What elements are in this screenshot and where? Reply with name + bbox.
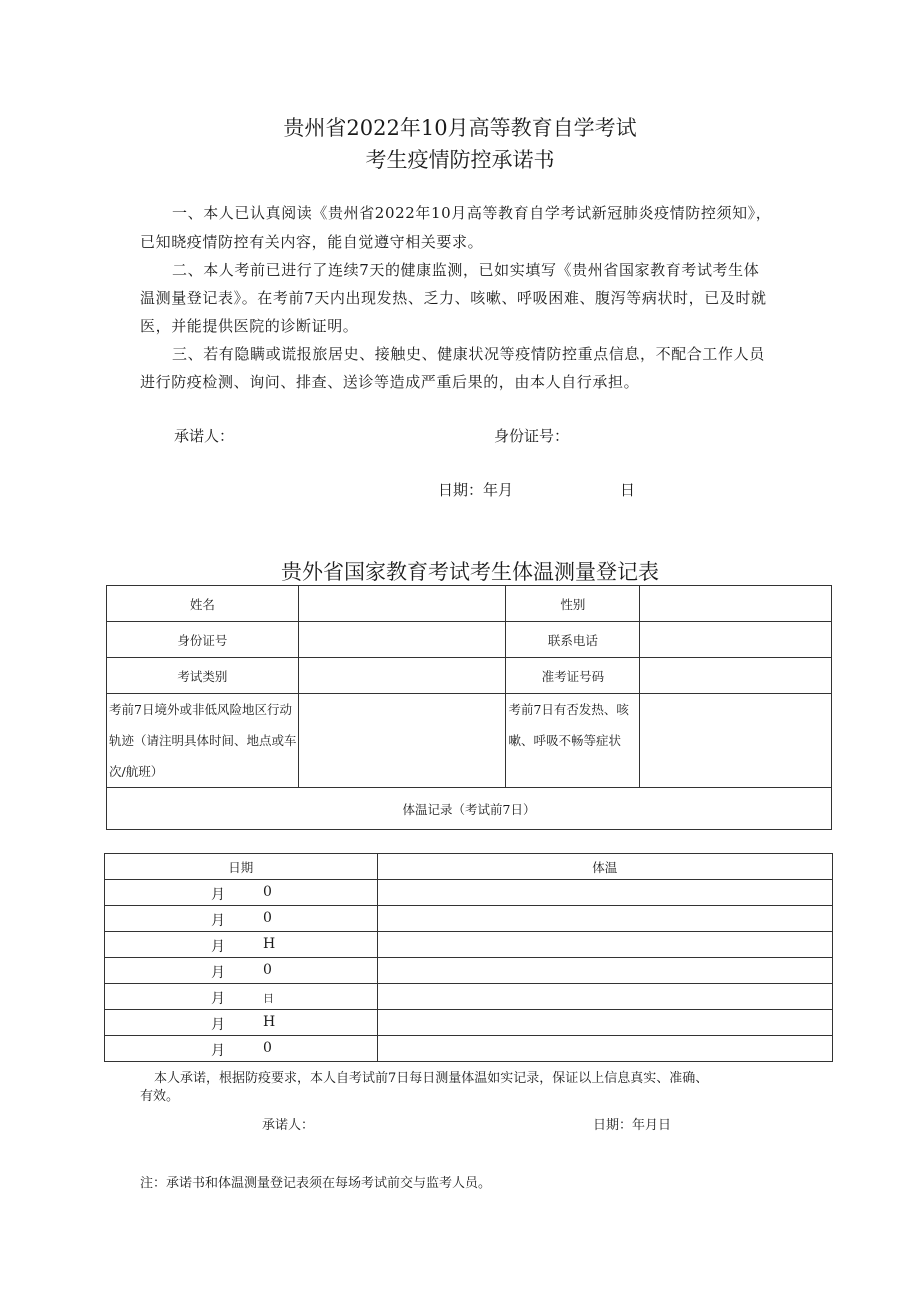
paragraph-2-line1: 二、本人考前已进行了连续7天的健康监测，已如实填写《贵州省国家教育考试考生体 — [172, 261, 760, 279]
travel-history-label: 考前7日境外或非低风险地区行动轨迹（请注明具体时间、地点或车次/航班） — [107, 694, 299, 788]
symptoms-field[interactable] — [640, 694, 832, 788]
id-number-row-label: 身份证号 — [107, 622, 299, 658]
footnote: 注：承诺书和体温测量登记表须在每场考试前交与监考人员。 — [140, 1176, 492, 1191]
phone-field[interactable] — [640, 622, 832, 658]
day-text: 0 — [263, 884, 272, 900]
temperature-table — [104, 853, 833, 1062]
date-cell — [105, 984, 378, 1010]
temperature-cell[interactable] — [377, 984, 832, 1010]
day-text: H — [263, 1014, 276, 1030]
phone-label: 联系电话 — [506, 622, 640, 658]
paragraph-1-line1: 一、本人已认真阅读《贵州省2022年10月高等教育自学考试新冠肺炎疫情防控须知》， — [172, 204, 772, 222]
temperature-cell[interactable] — [377, 906, 832, 932]
table-row — [105, 1036, 833, 1062]
temperature-cell[interactable] — [377, 880, 832, 906]
month-text: 月 — [211, 991, 225, 1007]
table-row — [105, 958, 833, 984]
temp-record-heading: 体温记录（考试前7日） — [107, 788, 832, 830]
temperature-cell[interactable] — [377, 1036, 832, 1062]
admission-number-label: 准考证号码 — [506, 658, 640, 694]
id-number-label: 身份证号： — [494, 427, 570, 445]
month-text: 月 — [211, 965, 225, 981]
day-text: 0 — [263, 962, 272, 978]
doc-title-line2: 考生疫情防控承诺书 — [365, 148, 555, 172]
date-column-header: 日期 — [105, 854, 378, 880]
name-label: 姓名 — [107, 586, 299, 622]
info-table — [106, 585, 832, 830]
paragraph-1-line2: 已知晓疫情防控有关内容，能自觉遵守相关要求。 — [140, 233, 484, 251]
day-text: 日 — [263, 992, 274, 1005]
date-cell — [105, 906, 378, 932]
day-text: H — [263, 936, 276, 952]
day-label: 日 — [620, 481, 636, 499]
paragraph-2-line3: 医，并能提供医院的诊断证明。 — [140, 317, 359, 335]
gender-field[interactable] — [640, 586, 832, 622]
temperature-cell[interactable] — [377, 932, 832, 958]
table-row — [105, 880, 833, 906]
date-cell — [105, 1010, 378, 1036]
name-field[interactable] — [298, 586, 506, 622]
exam-type-label: 考试类别 — [107, 658, 299, 694]
date-cell — [105, 1036, 378, 1062]
symptoms-label: 考前7日有否发热、咳嗽、呼吸不畅等症状 — [506, 694, 640, 788]
commitment-line1: 本人承诺，根据防疫要求，本人自考试前7日每日测量体温如实记录，保证以上信息真实、准确、 — [154, 1071, 709, 1086]
table-row — [105, 984, 833, 1010]
form-title: 贵外省国家教育考试考生体温测量登记表 — [281, 560, 659, 584]
footer-date-label: 日期：年月日 — [593, 1118, 672, 1133]
table-row — [105, 906, 833, 932]
month-text: 月 — [211, 1017, 225, 1033]
month-text: 月 — [211, 913, 225, 929]
day-text: 0 — [263, 1040, 272, 1056]
admission-number-field[interactable] — [640, 658, 832, 694]
temperature-cell[interactable] — [377, 1010, 832, 1036]
paragraph-3-line1: 三、若有隐瞒或谎报旅居史、接触史、健康状况等疫情防控重点信息，不配合工作人员 — [172, 345, 765, 363]
paragraph-3-line2: 进行防疫检测、询问、排查、送诊等造成严重后果的，由本人自行承担。 — [140, 373, 640, 391]
date-cell — [105, 880, 378, 906]
temperature-column-header: 体温 — [377, 854, 832, 880]
id-number-field[interactable] — [298, 622, 506, 658]
paragraph-2-line2: 温测量登记表》。在考前7天内出现发热、乏力、咳嗽、呼吸困难、腹泻等病状时，已及时就 — [140, 289, 767, 307]
gender-label: 性别 — [506, 586, 640, 622]
commitment-line2: 有效。 — [140, 1089, 180, 1104]
footer-promiser-label: 承诺人： — [262, 1118, 315, 1133]
temperature-cell[interactable] — [377, 958, 832, 984]
date-cell — [105, 958, 378, 984]
travel-history-field[interactable] — [298, 694, 506, 788]
table-row — [105, 932, 833, 958]
exam-type-field[interactable] — [298, 658, 506, 694]
doc-title-line1: 贵州省2022年10月高等教育自学考试 — [283, 116, 637, 140]
date-label: 日期：年月 — [438, 481, 514, 499]
month-text: 月 — [211, 939, 225, 955]
promiser-label: 承诺人： — [174, 427, 235, 445]
table-row — [105, 1010, 833, 1036]
month-text: 月 — [211, 1043, 225, 1059]
day-text: 0 — [263, 910, 272, 926]
date-cell — [105, 932, 378, 958]
month-text: 月 — [211, 887, 225, 903]
